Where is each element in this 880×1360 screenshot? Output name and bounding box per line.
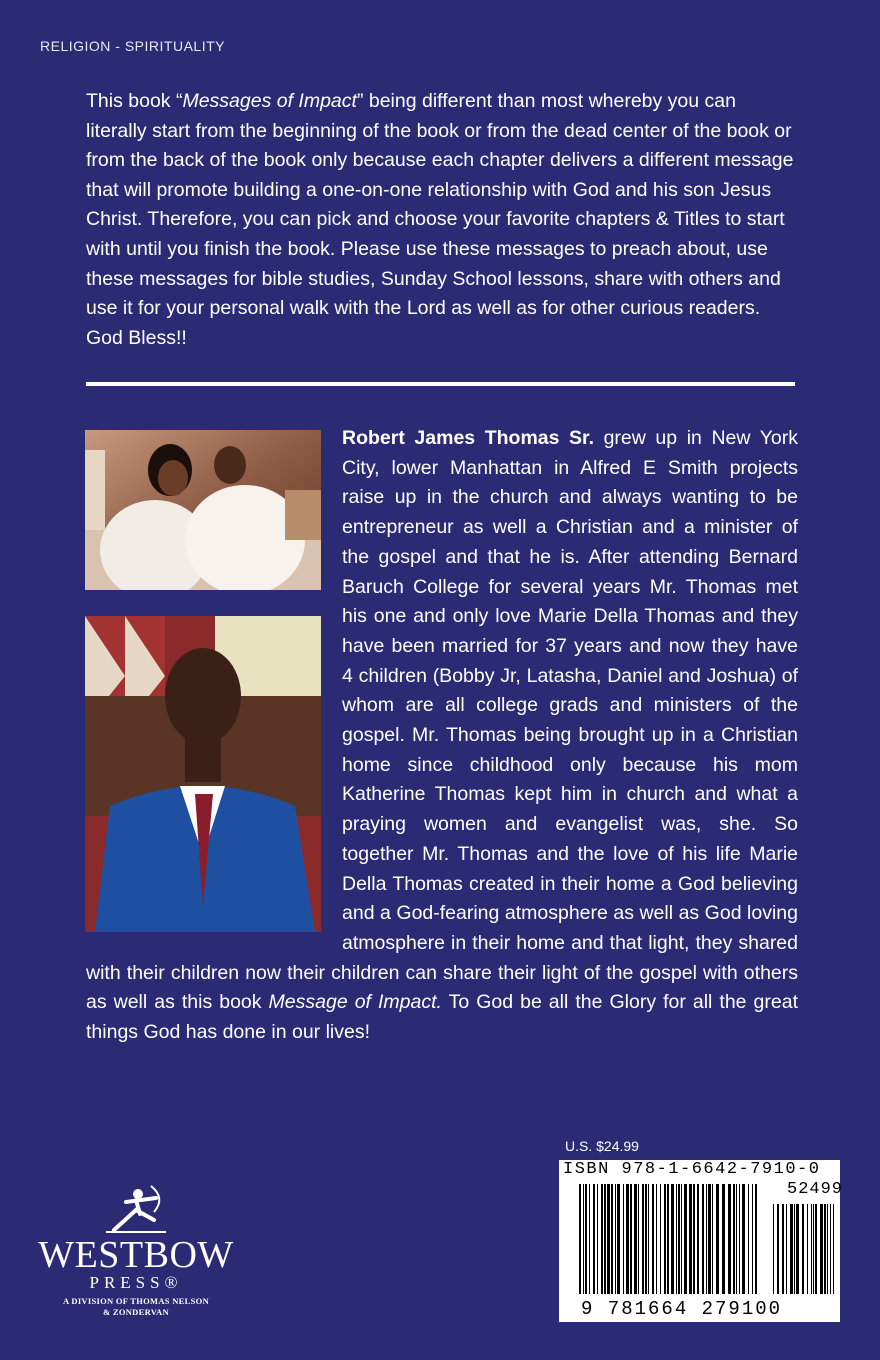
bio-text-main: grew up in New York City, lower Manhattan in Alfred E Smith projects raise up in the church and always wanting to be entrepreneur as well a Christian and a minister of the gospel and that he is. After attending Bernard Baruch College for several years Mr. Thomas met his one and only love Marie Della Thomas and they have been married for 37 years and now they have 4 children (Bobby Jr, Latasha, Daniel and Joshua) of whom are all college grads and ministers of the gospel. Mr. Thomas being brought up in a Christian home since childhood only because his mom Katherine Thomas kept him in church and what a praying women and evangelist was, she. So together Mr. Thomas and the love of his life Marie Della Thomas created in their home a God believing and a God-fearing atmosphere as well as God loving atmosphere in their home and that light, they shared with their children now their children can share their light of the gospel with others as well as this book: [86, 427, 798, 1014]
description-text-end: ” being different than most whereby you can literally start from the beginning of the book or from the dead center of the book or from the back of the book only because each chapter delivers a different message that will promote building a one-on-one relationship with God and his son Jesus Christ. Therefore, you can pick and choose your favorite chapters & Titles to start with until you finish the book. Please use these messages to preach about, use these messages for bible studies, Sunday School lessons, share with others and use it for your personal walk with the Lord as well as for other curious readers. God Bless!!: [86, 90, 794, 349]
isbn-text: ISBN 978-1-6642-7910-0: [563, 1160, 821, 1179]
author-bio: [86, 424, 798, 1048]
barcode-addon-digits: 52499: [787, 1180, 844, 1199]
bio-text-end: To God be all the Glory for all the great things God has done in our lives!: [86, 991, 798, 1044]
price-label: U.S. $24.99: [565, 1138, 639, 1154]
publisher-press: PRESS®: [89, 1273, 183, 1292]
description-book-title: Messages of Impact: [182, 90, 357, 112]
bio-book-title: Message of Impact.: [268, 991, 442, 1014]
archer-logo-icon: [96, 1180, 176, 1236]
book-description: [86, 87, 798, 353]
publisher-name: WESTBOW: [38, 1234, 234, 1276]
description-text-start: This book “: [86, 90, 183, 112]
author-name: Robert James Thomas Sr.: [342, 427, 594, 449]
photo-spacer: [86, 424, 342, 951]
publisher-division-line1: A DIVISION OF THOMAS NELSON: [62, 1296, 210, 1306]
publisher-logo: [36, 1180, 236, 1330]
section-divider: [86, 382, 795, 386]
category-label: RELIGION - SPIRITUALITY: [40, 38, 225, 54]
barcode-digits: 9 781664 279100: [581, 1298, 783, 1320]
publisher-division-line2: & ZONDERVAN: [103, 1307, 169, 1317]
barcode: [559, 1160, 844, 1322]
